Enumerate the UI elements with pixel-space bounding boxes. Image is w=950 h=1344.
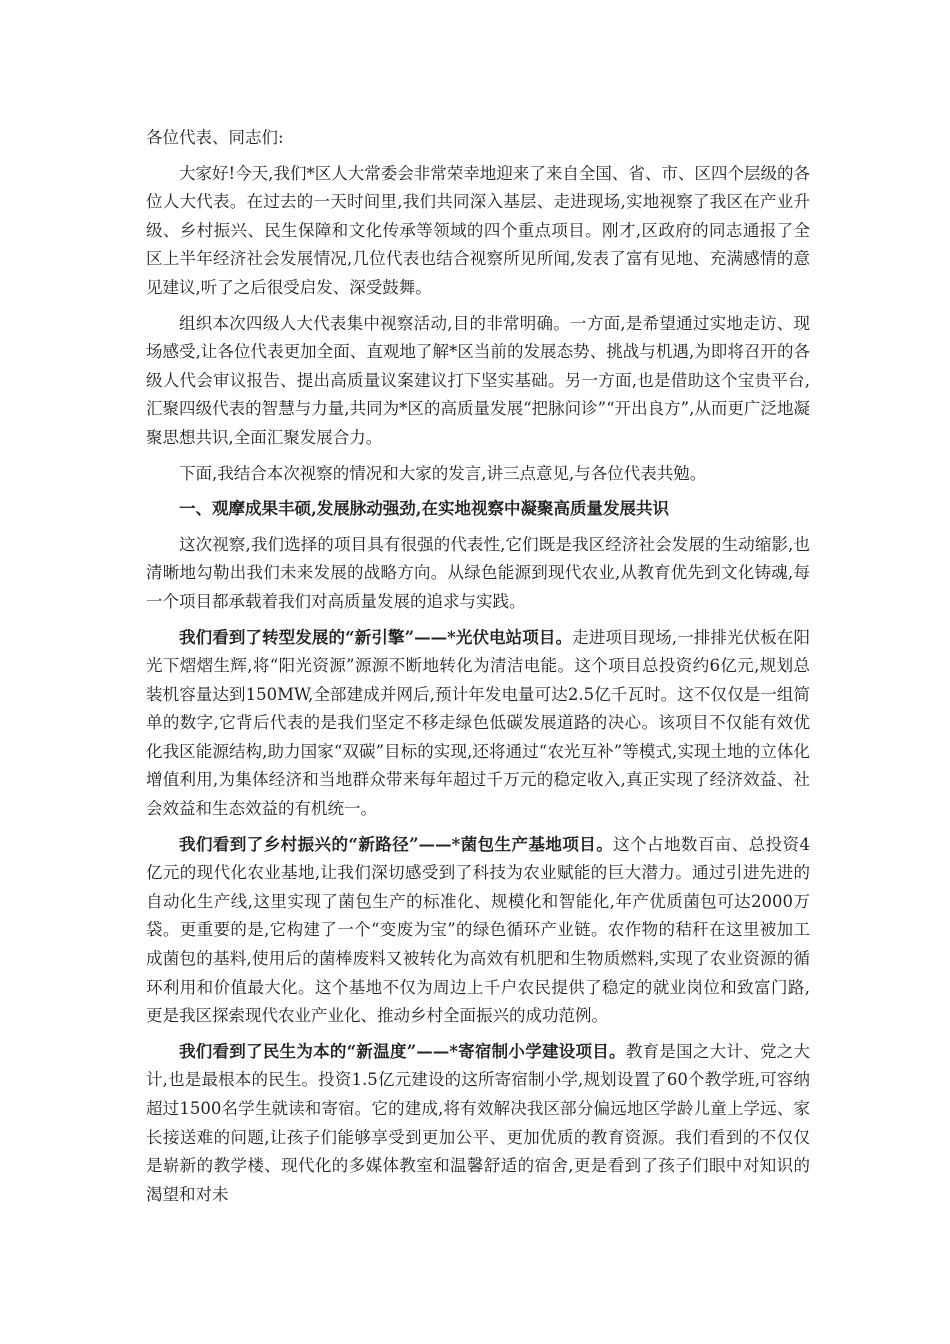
project-body-school: 教育是国之大计、党之大计,也是最根本的民生。投资1.5亿元建设的这所寄宿制小学,规划设置了60个教学班,可容纳超过1500名学生就读和寄宿。它的建成,将有效解决我区部分偏远地区学龄儿童上学远、家长接送难的问题,让孩子们能够享受到更加公平、更加优质的教育资源。我们看到的不仅仅是崭新的教学楼、现代化的多媒体教室和温馨舒适的宿舍,更是看到了孩子们眼中对知识的渴望和对未: [146, 1041, 810, 1204]
project-lead-solar: 我们看到了转型发展的“新引擎”——*光伏电站项目。: [179, 627, 573, 647]
intro-paragraph-3: 下面,我结合本次视察的情况和大家的发言,讲三点意见,与各位代表共勉。: [179, 463, 707, 483]
project-body-mushroom: 这个占地数百亩、总投资4亿元的现代化农业基地,让我们深切感受到了科技为农业赋能的巨大潜力。通过引进先进的自动化生产线,这里实现了菌包生产的标准化、规模化和智能化,年产优质菌包可达2000万袋。更重要的是,它构建了一个“变废为宝”的绿色循环产业链。农作物的秸秆在这里被加工成菌包的基料,使用后的菌棒废料又被转化为高效有机肥和生物质燃料,实现了农业资源的循环利用和价值最大化。这个基地不仅为周边上千户农民提供了稳定的就业岗位和致富门路,更是我区探索现代农业产业化、推动乡村全面振兴的成功范例。: [146, 834, 810, 1026]
project-paragraph-solar: [146, 624, 810, 824]
project-lead-school: 我们看到了民生为本的“新温度”——*寄宿制小学建设项目。: [179, 1041, 626, 1061]
intro-paragraph-2: 组织本次四级人大代表集中视察活动,目的非常明确。一方面,是希望通过实地走访、现场感受,让各位代表更加全面、直观地了解*区当前的发展态势、挑战与机遇,为即将召开的各级人代会审议报告、提出高质量议案建议打下坚实基础。另一方面,也是借助这个宝贵平台,汇聚四级代表的智慧与力量,共同为*区的高质量发展“把脉问诊”“开出良方”,从而更广泛地凝聚思想共识,全面汇聚发展合力。: [146, 313, 810, 447]
project-paragraph-school: [146, 1038, 810, 1210]
project-lead-mushroom: 我们看到了乡村振兴的“新路径”——*菌包生产基地项目。: [179, 834, 614, 854]
section-intro-paragraph: 这次视察,我们选择的项目具有很强的代表性,它们既是我区经济社会发展的生动缩影,也清晰地勾勒出我们未来发展的战略方向。从绿色能源到现代农业,从教育优先到文化铸魂,每一个项目都承载着我们对高质量发展的追求与实践。: [146, 534, 810, 611]
salutation: 各位代表、同志们:: [146, 128, 284, 147]
document-page: [146, 124, 810, 1216]
intro-paragraph-1: 大家好!今天,我们*区人大常委会非常荣幸地迎来了来自全国、省、市、区四个层级的各位人大代表。在过去的一天时间里,我们共同深入基层、走进现场,实地视察了我区在产业升级、乡村振兴、民生保障和文化传承等领域的四个重点项目。刚才,区政府的同志通报了全区上半年经济社会发展情况,几位代表也结合视察所见所闻,发表了富有见地、充满感情的意见建议,听了之后很受启发、深受鼓舞。: [146, 163, 810, 297]
project-body-solar: 走进项目现场,一排排光伏板在阳光下熠熠生辉,将“阳光资源”源源不断地转化为清洁电能。这个项目总投资约6亿元,规划总装机容量达到150MW,全部建成并网后,预计年发电量可达2.5亿千瓦时。这不仅仅是一组简单的数字,它背后代表的是我们坚定不移走绿色低碳发展道路的决心。该项目不仅能有效优化我区能源结构,助力国家“双碳”目标的实现,还将通过“农光互补”等模式,实现土地的立体化增值利用,为集体经济和当地群众带来每年超过千万元的稳定收入,真正实现了经济效益、社会效益和生态效益的有机统一。: [146, 627, 810, 819]
project-paragraph-mushroom: [146, 831, 810, 1031]
section-heading: 一、观摩成果丰硕,发展脉动强劲,在实地视察中凝聚高质量发展共识: [179, 499, 669, 519]
